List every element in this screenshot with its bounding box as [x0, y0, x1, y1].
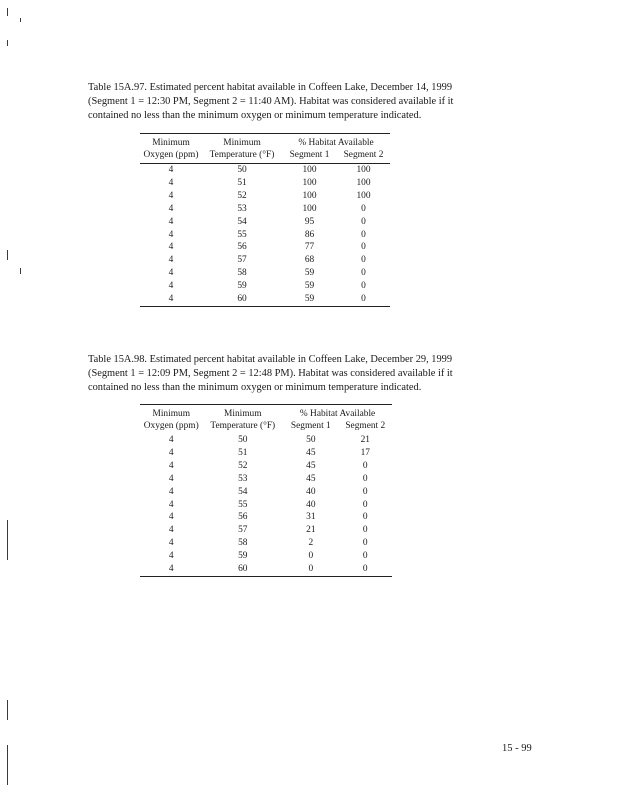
- table-cell: 59: [304, 268, 315, 279]
- table-cell: 4: [168, 281, 174, 292]
- table-cell: 4: [168, 165, 174, 175]
- table-cell: 21: [306, 525, 316, 536]
- table-cell: 0: [362, 551, 368, 562]
- table-row: [140, 164, 390, 177]
- column-group-header: % Habitat Available: [282, 134, 390, 150]
- table-cell: 45: [306, 447, 316, 458]
- table-cell: 0: [361, 268, 366, 279]
- table-cell: 51: [238, 447, 248, 458]
- table-cell: 50: [306, 435, 316, 445]
- habitat-table-15a98: [140, 404, 392, 577]
- table-cell: 4: [168, 242, 174, 253]
- table-cell: 45: [306, 460, 316, 471]
- habitat-table-15a97: [140, 133, 390, 307]
- table-row: [140, 203, 390, 216]
- table-row: [140, 190, 390, 203]
- table-cell: 4: [168, 499, 174, 510]
- column-header: Segment 2: [345, 421, 386, 431]
- table-row: [140, 254, 390, 267]
- scan-artifact: [7, 40, 8, 46]
- table-cell: 56: [238, 512, 248, 523]
- table-cell: 0: [361, 216, 366, 227]
- table-row: [140, 563, 392, 576]
- table-row: [140, 460, 392, 473]
- table-row: [140, 499, 392, 512]
- table-cell: 0: [362, 525, 368, 536]
- table-cell: 45: [306, 473, 316, 484]
- table-caption: Table 15A.97. Estimated percent habitat available in Coffeen Lake, December 14, 1999 (Segment 1 = 12:30 PM, Segment 2 = 11:40 AM). Habitat was considered available if it contained no less than the minimum oxygen or minimum temperature indicated.: [88, 82, 454, 122]
- table-cell: 0: [339, 563, 392, 576]
- scan-artifact: [7, 8, 8, 16]
- table-cell: 2: [308, 538, 314, 549]
- table-cell: 4: [168, 216, 174, 227]
- table-cell: 52: [237, 190, 247, 201]
- column-header: Oxygen (ppm): [140, 149, 202, 164]
- scan-artifact: [20, 18, 21, 22]
- table-cell: 4: [168, 460, 174, 471]
- table-cell: 58: [237, 268, 247, 279]
- table-cell: 4: [168, 525, 174, 536]
- column-header: Segment 2: [337, 149, 390, 164]
- table-cell: 100: [302, 165, 317, 175]
- table-cell: 17: [360, 447, 370, 458]
- table-cell: 100: [356, 190, 371, 201]
- table-cell: 86: [304, 229, 315, 240]
- table-cell: 59: [304, 281, 315, 292]
- table-cell: 4: [168, 190, 174, 201]
- table-row: [140, 434, 392, 447]
- table-row: [140, 486, 392, 499]
- table-cell: 57: [238, 525, 248, 536]
- table-cell: 51: [237, 177, 247, 188]
- table-cell: 40: [306, 486, 316, 497]
- table-caption: Table 15A.98. Estimated percent habitat available in Coffeen Lake, December 29, 1999 (Segment 1 = 12:09 PM, Segment 2 = 12:48 PM). Habitat was considered available if it contained no less than the minimum oxygen or minimum temperature indicated.: [88, 354, 453, 394]
- table-cell: 53: [237, 203, 247, 214]
- table-cell: 4: [168, 538, 174, 549]
- table-cell: 40: [306, 499, 316, 510]
- table-cell: 59: [282, 293, 337, 306]
- table-cell: 53: [238, 473, 248, 484]
- scan-artifact: [7, 700, 8, 720]
- table-cell: 52: [238, 460, 248, 471]
- table-cell: 95: [304, 216, 315, 227]
- table-cell: 100: [302, 190, 317, 201]
- table-cell: 4: [168, 473, 174, 484]
- table-cell: 21: [360, 435, 370, 445]
- table-row: [140, 550, 392, 563]
- table-cell: 100: [356, 165, 371, 175]
- table-cell: 77: [304, 242, 315, 253]
- column-header: Oxygen (ppm): [143, 421, 199, 431]
- column-header: Minimum: [202, 405, 283, 421]
- column-header: Temperature (°F): [202, 149, 282, 164]
- table-cell: 0: [361, 255, 366, 266]
- table-cell: 31: [306, 512, 316, 523]
- table-cell: 54: [237, 216, 247, 227]
- table-cell: 68: [304, 255, 315, 266]
- table-row: [140, 241, 390, 254]
- scan-artifact: [20, 268, 21, 274]
- scan-artifact: [7, 520, 8, 560]
- table-row: [140, 447, 392, 460]
- table-row: [140, 216, 390, 229]
- table-cell: 0: [308, 551, 314, 562]
- table-cell: 50: [238, 435, 248, 445]
- column-header: Segment 1: [282, 149, 337, 164]
- table-row: [140, 293, 390, 306]
- table-cell: 100: [302, 203, 317, 214]
- table-row: [140, 473, 392, 486]
- table-cell: 0: [362, 512, 368, 523]
- table-cell: 0: [362, 499, 368, 510]
- table-cell: 57: [237, 255, 247, 266]
- table-cell: 59: [237, 281, 247, 292]
- table-cell: 4: [168, 551, 174, 562]
- table-row: [140, 511, 392, 524]
- table-row: [140, 537, 392, 550]
- table-cell: 60: [202, 293, 282, 306]
- table-cell: 55: [237, 229, 247, 240]
- table-cell: 0: [361, 203, 366, 214]
- table-cell: 4: [168, 268, 174, 279]
- table-row: [140, 524, 392, 537]
- table-cell: 0: [361, 281, 366, 292]
- column-header: Minimum: [140, 134, 202, 150]
- table-cell: 55: [238, 499, 248, 510]
- table-cell: 100: [302, 177, 317, 188]
- table-cell: 0: [283, 563, 338, 576]
- table-cell: 4: [168, 177, 174, 188]
- table-cell: 4: [168, 435, 174, 445]
- table-cell: 54: [238, 486, 248, 497]
- table-cell: 58: [238, 538, 248, 549]
- table-cell: 4: [168, 447, 174, 458]
- column-header: Temperature (°F): [210, 421, 276, 431]
- table-row: [140, 229, 390, 242]
- table-cell: 0: [362, 460, 368, 471]
- column-header: Minimum: [140, 405, 202, 421]
- scan-artifact: [7, 745, 8, 785]
- table-cell: 4: [168, 203, 174, 214]
- table-cell: 0: [361, 242, 366, 253]
- table-cell: 4: [168, 229, 174, 240]
- table-row: [140, 177, 390, 190]
- table-cell: 4: [140, 563, 202, 576]
- column-header: Minimum: [202, 134, 282, 150]
- column-header: Segment 1: [290, 421, 331, 431]
- table-cell: 0: [337, 293, 390, 306]
- table-cell: 59: [238, 551, 248, 562]
- table-cell: 0: [362, 538, 368, 549]
- table-cell: 4: [168, 512, 174, 523]
- scan-artifact: [7, 250, 8, 260]
- table-cell: 0: [362, 486, 368, 497]
- page-number: 15 - 99: [502, 743, 532, 754]
- table-cell: 4: [168, 255, 174, 266]
- table-cell: 56: [237, 242, 247, 253]
- table-cell: 0: [362, 473, 368, 484]
- table-row: [140, 280, 390, 293]
- table-cell: 100: [356, 177, 371, 188]
- table-cell: 60: [202, 563, 283, 576]
- table-cell: 4: [140, 293, 202, 306]
- column-group-header: % Habitat Available: [283, 405, 392, 421]
- table-cell: 50: [237, 165, 247, 175]
- table-cell: 0: [361, 229, 366, 240]
- table-cell: 4: [168, 486, 174, 497]
- table-row: [140, 267, 390, 280]
